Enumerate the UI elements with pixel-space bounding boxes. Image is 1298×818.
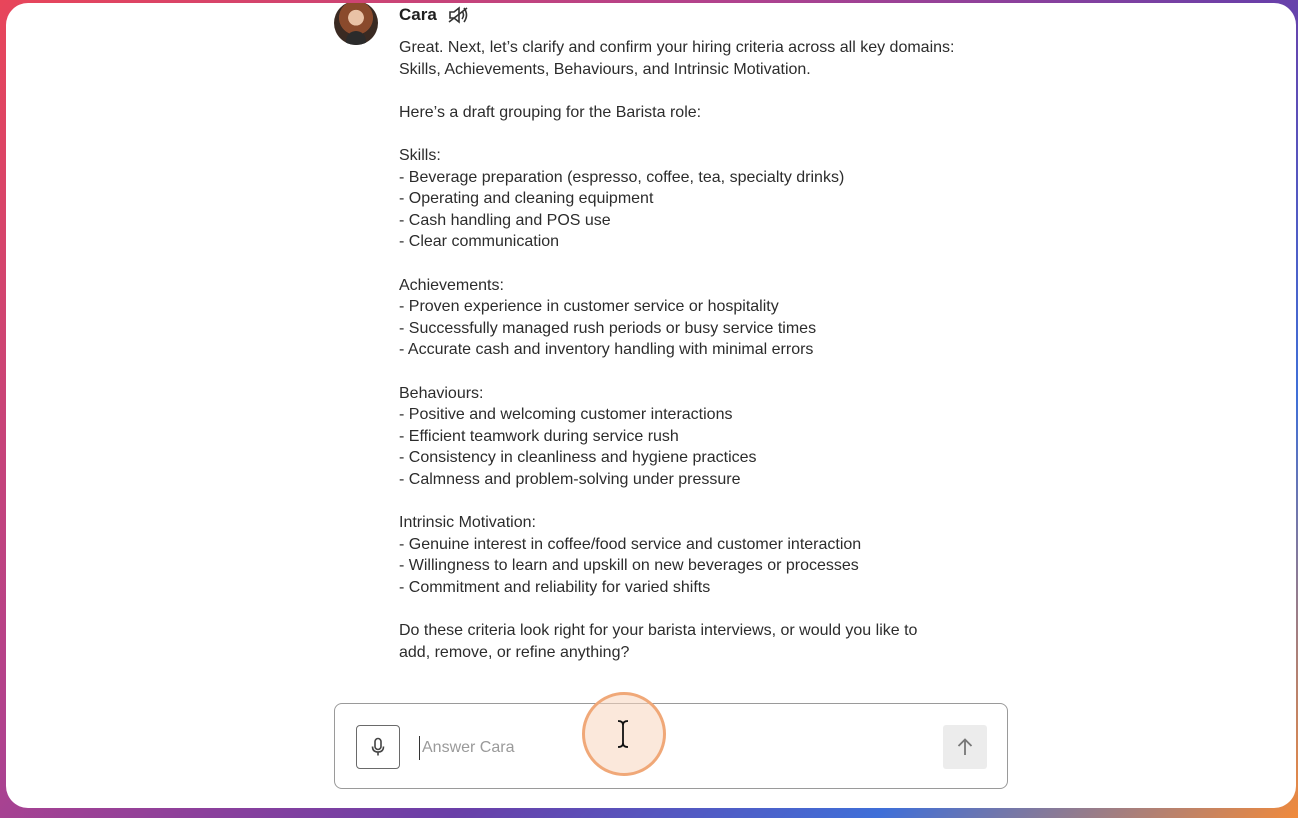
list-item: - Genuine interest in coffee/food service and customer interaction [399,535,862,553]
list-item: - Consistency in cleanliness and hygiene practices [399,449,757,467]
text-cursor-icon [616,719,630,749]
closing-line: Do these criteria look right for your barista interviews, or would you like to [399,622,918,640]
intro-line: Skills, Achievements, Behaviours, and Intrinsic Motivation. [399,60,811,78]
section-title: Skills: [399,146,441,164]
speaker-muted-icon[interactable] [447,6,469,24]
arrow-up-icon [956,737,974,757]
chat-window [6,3,1296,808]
closing-paragraph [399,620,1039,663]
message-body [399,37,1039,685]
section-intrinsic-motivation [399,512,1039,598]
message-header [399,5,469,25]
list-item: - Calmness and problem-solving under pressure [399,470,741,488]
list-item: - Cash handling and POS use [399,211,611,229]
intro-line: Great. Next, let’s clarify and confirm your hiring criteria across all key domains: [399,39,955,56]
answer-composer [334,703,1008,789]
draft-text: Here’s a draft grouping for the Barista role: [399,103,702,121]
section-title: Intrinsic Motivation: [399,514,536,532]
section-skills [399,145,1039,253]
list-item: - Beverage preparation (espresso, coffee, tea, specialty drinks) [399,168,845,186]
list-item: - Operating and cleaning equipment [399,190,654,208]
cara-avatar [334,3,378,45]
list-item: - Successfully managed rush periods or busy service times [399,319,817,337]
list-item: - Willingness to learn and upskill on new beverages or processes [399,557,859,575]
answer-input[interactable] [419,736,922,760]
list-item: - Positive and welcoming customer interactions [399,406,733,424]
list-item: - Efficient teamwork during service rush [399,427,679,445]
draft-line [399,102,1039,124]
section-behaviours [399,383,1039,491]
microphone-icon [370,737,386,757]
send-button[interactable] [943,725,987,769]
list-item: - Proven experience in customer service or hospitality [399,298,779,316]
list-item: - Clear communication [399,233,560,251]
closing-line: add, remove, or refine anything? [399,643,630,661]
sender-name: Cara [399,5,437,24]
microphone-button[interactable] [356,725,400,769]
section-achievements [399,275,1039,361]
section-title: Achievements: [399,276,504,294]
intro-paragraph [399,37,1039,80]
list-item: - Commitment and reliability for varied shifts [399,578,711,596]
section-title: Behaviours: [399,384,484,402]
list-item: - Accurate cash and inventory handling with minimal errors [399,341,814,359]
